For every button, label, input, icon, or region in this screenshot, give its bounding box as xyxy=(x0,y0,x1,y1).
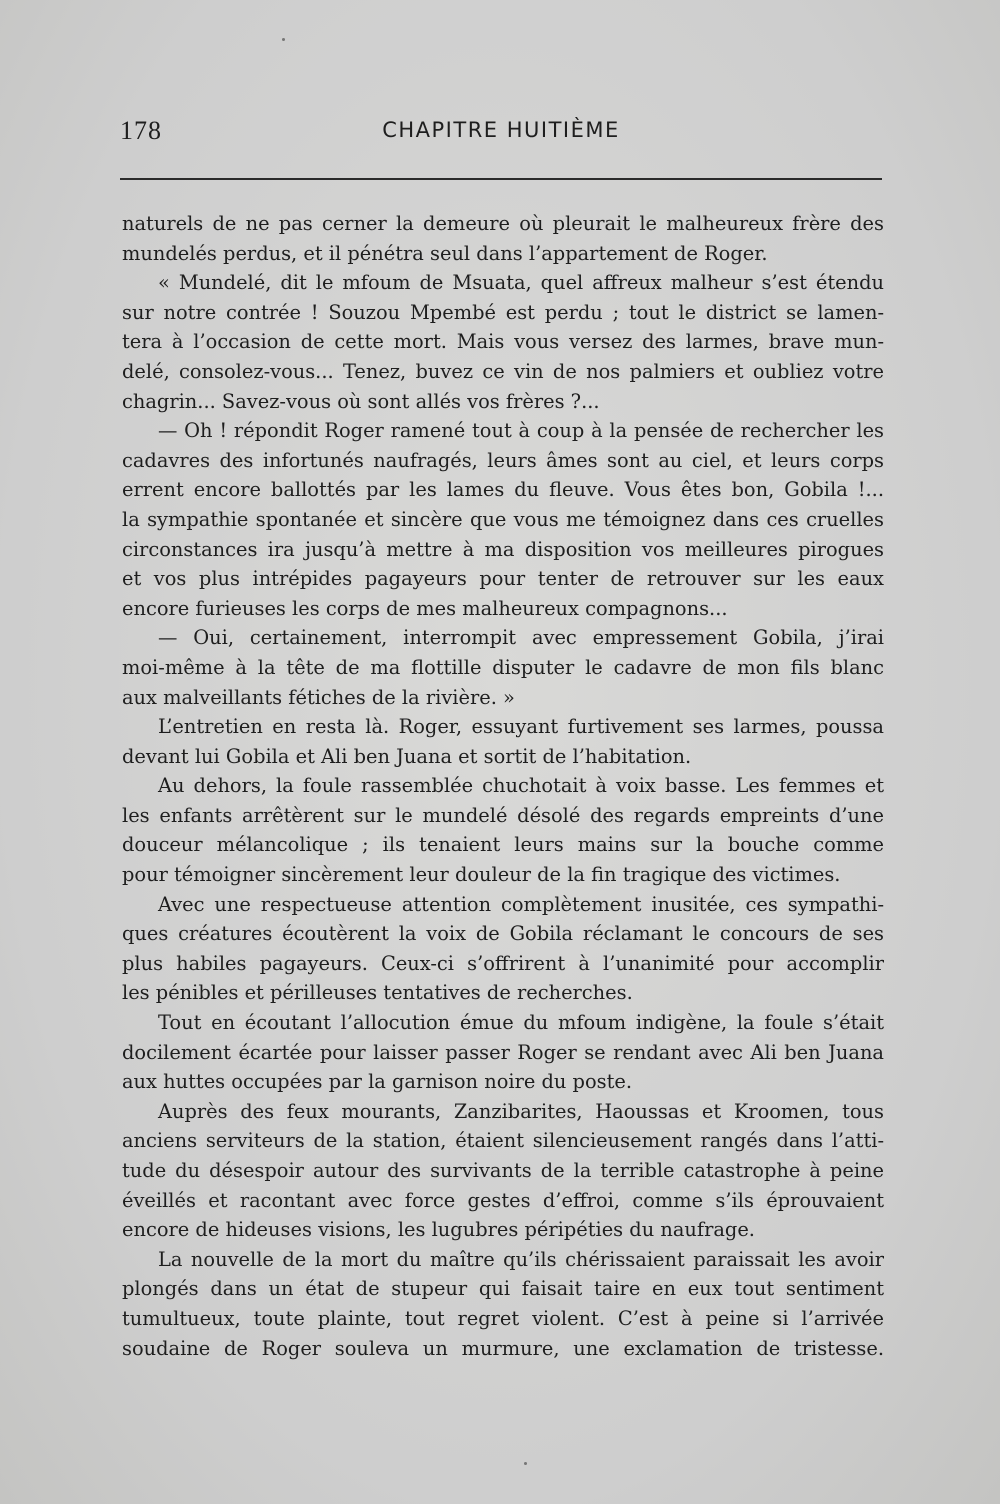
running-head: CHAPITRE HUITIÈME xyxy=(382,118,620,142)
text-line: moi-même à la tête de ma flottille disputer le cadavre de mon fils blanc xyxy=(122,655,884,679)
text-line: Au dehors, la foule rassemblée chuchotait à voix basse. Les femmes et xyxy=(158,774,884,798)
text-line: tera à l’occasion de cette mort. Mais vous versez des larmes, brave mun- xyxy=(122,330,884,354)
text-line: douceur mélancolique ; ils tenaient leurs mains sur la bouche comme xyxy=(122,833,884,857)
text-line: aux huttes occupées par la garnison noire du poste. xyxy=(122,1070,633,1094)
text-line: Avec une respectueuse attention complètement inusitée, ces sympathi- xyxy=(158,892,884,916)
text-line: ques créatures écoutèrent la voix de Gobila réclamant le concours de ses xyxy=(122,922,884,946)
text-line: — Oh ! répondit Roger ramené tout à coup à la pensée de rechercher les xyxy=(158,419,884,443)
text-line: encore de hideuses visions, les lugubres péripéties du naufrage. xyxy=(122,1218,755,1242)
text-line: naturels de ne pas cerner la demeure où pleurait le malheureux frère des xyxy=(122,212,884,235)
text-line: anciens serviteurs de la station, étaient silencieusement rangés dans l’atti- xyxy=(122,1129,884,1153)
body-text xyxy=(122,209,884,1363)
text-line: aux malveillants fétiches de la rivière. » xyxy=(122,685,515,709)
text-line: encore furieuses les corps de mes malheureux compagnons... xyxy=(122,596,728,620)
header-rule xyxy=(120,178,882,180)
text-line: chagrin... Savez-vous où sont allés vos frères ?... xyxy=(122,389,600,413)
page-header xyxy=(120,112,882,148)
page-number: 178 xyxy=(120,116,162,145)
text-line: les enfants arrêtèrent sur le mundelé désolé des regards empreints d’une xyxy=(122,803,884,827)
text-line: — Oui, certainement, interrompit avec empressement Gobila, j’irai xyxy=(158,626,884,650)
text-line: « Mundelé, dit le mfoum de Msuata, quel affreux malheur s’est étendu xyxy=(158,271,884,295)
text-line: L’entretien en resta là. Roger, essuyant furtivement ses larmes, poussa xyxy=(158,715,884,739)
text-line: tumultueux, toute plainte, tout regret violent. C’est à peine si l’arrivée xyxy=(122,1306,884,1330)
text-line: Tout en écoutant l’allocution émue du mfoum indigène, la foule s’était xyxy=(158,1011,884,1035)
text-line: la sympathie spontanée et sincère que vous me témoignez dans ces cruelles xyxy=(122,507,884,531)
text-line: La nouvelle de la mort du maître qu’ils chérissaient paraissait les avoir xyxy=(158,1247,884,1271)
text-line: tude du désespoir autour des survivants de la terrible catastrophe à peine xyxy=(122,1159,884,1182)
text-line: plus habiles pagayeurs. Ceux-ci s’offrirent à l’unanimité pour accomplir xyxy=(122,951,884,975)
text-line: docilement écartée pour laisser passer Roger se rendant avec Ali ben Juana xyxy=(122,1040,884,1064)
print-speck xyxy=(282,38,285,41)
text-line: pour témoigner sincèrement leur douleur de la fin tragique des victimes. xyxy=(122,863,841,887)
text-line: sur notre contrée ! Souzou Mpembé est perdu ; tout le district se lamen- xyxy=(122,300,884,324)
text-line: cadavres des infortunés naufragés, leurs âmes sont au ciel, et leurs corps xyxy=(122,448,884,472)
text-line: plongés dans un état de stupeur qui faisait taire en eux tout sentiment xyxy=(122,1277,884,1301)
text-line: mundelés perdus, et il pénétra seul dans l’appartement de Roger. xyxy=(122,241,768,265)
text-line: delé, consolez-vous... Tenez, buvez ce vin de nos palmiers et oubliez votre xyxy=(122,359,884,383)
text-line: devant lui Gobila et Ali ben Juana et sortit de l’habitation. xyxy=(122,744,692,768)
text-line: circonstances ira jusqu’à mettre à ma disposition vos meilleures pirogues xyxy=(122,537,884,561)
text-line: soudaine de Roger souleva un murmure, une exclamation de tristesse. xyxy=(122,1336,884,1360)
text-line: Auprès des feux mourants, Zanzibarites, Haoussas et Kroomen, tous xyxy=(158,1099,884,1123)
text-line: errent encore ballottés par les lames du fleuve. Vous êtes bon, Gobila !... xyxy=(122,478,884,502)
text-line: éveillés et racontant avec force gestes d’effroi, comme s’ils éprouvaient xyxy=(122,1188,884,1212)
print-speck xyxy=(524,1462,527,1465)
text-line: et vos plus intrépides pagayeurs pour tenter de retrouver sur les eaux xyxy=(122,567,884,591)
text-line: les pénibles et périlleuses tentatives de recherches. xyxy=(122,981,633,1005)
